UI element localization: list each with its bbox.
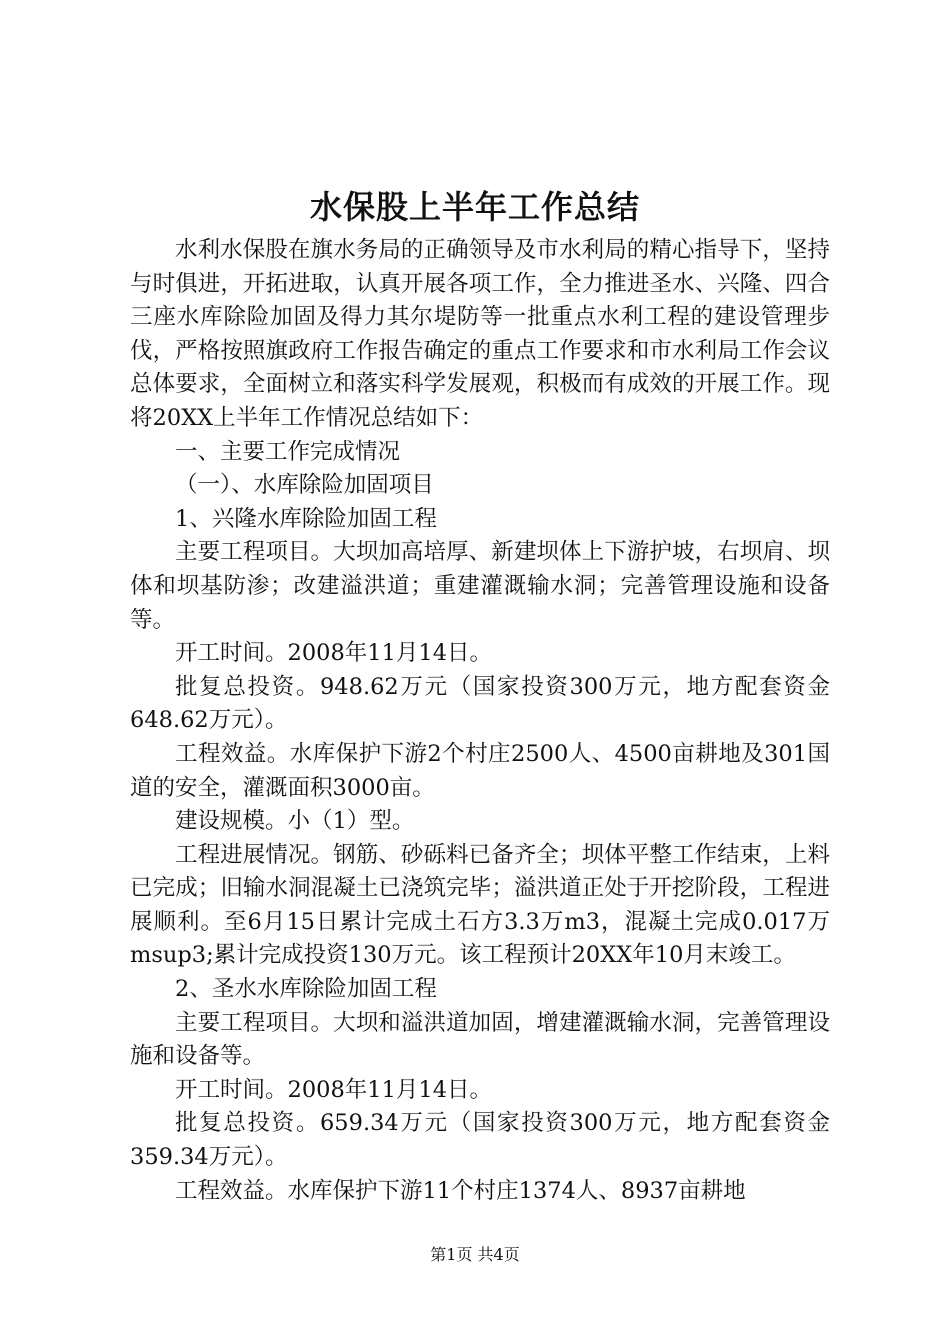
paragraph: 批复总投资。659.34万元（国家投资300万元，地方配套资金359.34万元）。 bbox=[130, 1110, 830, 1171]
paragraph: 工程效益。水库保护下游2个村庄2500人、4500亩耕地及301国道的安全，灌溉面积3000亩。 bbox=[130, 740, 830, 801]
paragraph: 主要工程项目。大坝加高培厚、新建坝体上下游护坡，右坝肩、坝体和坝基防渗；改建溢洪道；重建灌溉输水洞；完善管理设施和设备等。 bbox=[130, 539, 830, 633]
item-heading: 1、兴隆水库除险加固工程 bbox=[175, 505, 437, 532]
paragraph: 开工时间。2008年11月14日。 bbox=[175, 640, 493, 667]
paragraph: 开工时间。2008年11月14日。 bbox=[175, 1076, 493, 1103]
paragraph: 工程进展情况。钢筋、砂砾料已备齐全；坝体平整工作结束，上料已完成；旧输水洞混凝土已浇筑完毕；溢洪道正处于开挖阶段，工程进展顺利。至6月15日累计完成土石方3.3万m3，混凝土完成0.017万msup3;累计完成投资130万元。该工程预计20XX年10月末竣工。 bbox=[130, 841, 830, 969]
subsection-heading: （一）、水库除险加固项目 bbox=[175, 472, 434, 499]
section-heading: 一、主要工作完成情况 bbox=[175, 438, 401, 465]
page-footer: 第1页 共4页 bbox=[430, 1245, 520, 1264]
document-title: 水保股上半年工作总结 bbox=[309, 188, 640, 226]
document-body bbox=[130, 234, 830, 1208]
paragraph: 批复总投资。948.62万元（国家投资300万元，地方配套资金648.62万元）。 bbox=[130, 673, 830, 734]
paragraph: 建设规模。小（1）型。 bbox=[175, 808, 415, 835]
paragraph: 工程效益。水库保护下游11个村庄1374人、8937亩耕地 bbox=[175, 1177, 746, 1204]
paragraph: 主要工程项目。大坝和溢洪道加固，增建灌溉输水洞，完善管理设施和设备等。 bbox=[130, 1009, 830, 1070]
paragraph: 水利水保股在旗水务局的正确领导及市水利局的精心指导下，坚持与时俱进，开拓进取，认真开展各项工作，全力推进圣水、兴隆、四合三座水库除险加固及得力其尔堤防等一批重点水利工程的建设管理步伐，严格按照旗政府工作报告确定的重点工作要求和市水利局工作会议总体要求，全面树立和落实科学发展观，积极而有成效的开展工作。现将20XX上半年工作情况总结如下： bbox=[130, 237, 830, 431]
item-heading: 2、圣水水库除险加固工程 bbox=[175, 976, 437, 1003]
